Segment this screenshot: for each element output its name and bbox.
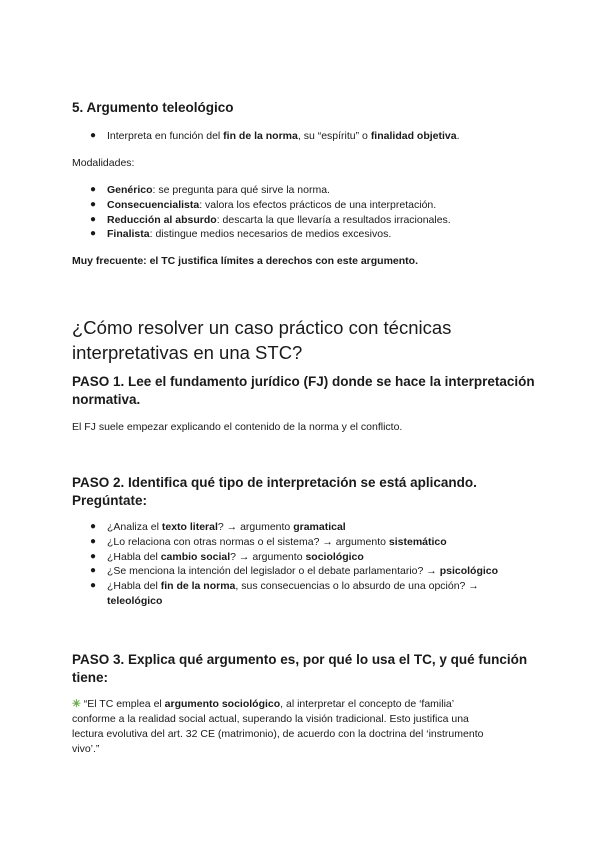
step-text: El FJ suele empezar explicando el contenido de la norma y el conflicto. bbox=[72, 421, 403, 433]
bullet-icon: ● bbox=[90, 521, 97, 532]
modalidades-label: Modalidades: bbox=[72, 157, 135, 169]
list-item: ● ¿Lo relaciona con otras normas o el sistema? → argumento sistemático bbox=[90, 535, 447, 548]
bullet-icon: ● bbox=[90, 565, 97, 577]
section-note: Muy frecuente: el TC justifica límites a derechos con este argumento. bbox=[72, 255, 419, 267]
bullet-icon: ● bbox=[90, 535, 97, 547]
page-title: ¿Cómo resolver un caso práctico con técnicas interpretativas en una STC? bbox=[72, 317, 452, 363]
list-item: ● Reducción al absurdo: descarta la que llevaría a resultados irracionales. bbox=[90, 213, 451, 226]
step-heading: PASO 1. Lee el fundamento jurídico (FJ) donde se hace la interpretación normativa. bbox=[72, 374, 535, 407]
step-heading: PASO 2. Identifica qué tipo de interpretación se está aplicando. Pregúntate: bbox=[72, 475, 477, 508]
bullet-icon: ● bbox=[90, 580, 97, 592]
list-item: ● Genérico: se pregunta para qué sirve la norma. bbox=[90, 184, 330, 196]
list-item: ● Finalista: distingue medios necesarios de medios excesivos. bbox=[90, 228, 392, 241]
definition-list bbox=[90, 129, 550, 144]
list-item: ● ¿Habla del cambio social? → argumento sociológico bbox=[90, 550, 364, 563]
list-item: ● Interpreta en función del fin de la norma, su “espíritu” o finalidad objetiva. bbox=[90, 130, 460, 142]
bullet-icon: ● bbox=[90, 228, 97, 240]
example-paragraph: ✳ “El TC emplea el argumento sociológico, al interpretar el concepto de ‘familia’ conforme a la realidad social actual, superando la visión tradicional. Esto justifica una lectura evolutiva del art. 32 CE (matrimonio), de acuerdo con la doctrina del ‘instrumento vivo’.” bbox=[72, 698, 484, 755]
bullet-icon: ● bbox=[90, 130, 97, 141]
section-heading: 5. Argumento teleológico bbox=[72, 100, 234, 115]
list-item: ● Consecuencialista: valora los efectos prácticos de una interpretación. bbox=[90, 198, 437, 211]
list-item: ● ¿Analiza el texto literal? → argumento gramatical bbox=[90, 521, 346, 533]
bullet-icon: ● bbox=[90, 550, 97, 562]
step-heading: PASO 3. Explica qué argumento es, por qué lo usa el TC, y qué función tiene: bbox=[72, 652, 528, 685]
bullet-icon: ● bbox=[90, 198, 97, 210]
questions-list bbox=[90, 520, 510, 609]
bullet-icon: ● bbox=[90, 184, 97, 195]
bullet-icon: ● bbox=[90, 213, 97, 225]
list-item: ● ¿Habla del fin de la norma, sus consecuencias o lo absurdo de una opción? → teleológico bbox=[90, 580, 479, 607]
modalidades-list bbox=[90, 183, 560, 242]
sparkle-icon: ✳ bbox=[72, 698, 81, 710]
list-item: ● ¿Se menciona la intención del legislador o el debate parlamentario? → psicológico bbox=[90, 565, 499, 578]
